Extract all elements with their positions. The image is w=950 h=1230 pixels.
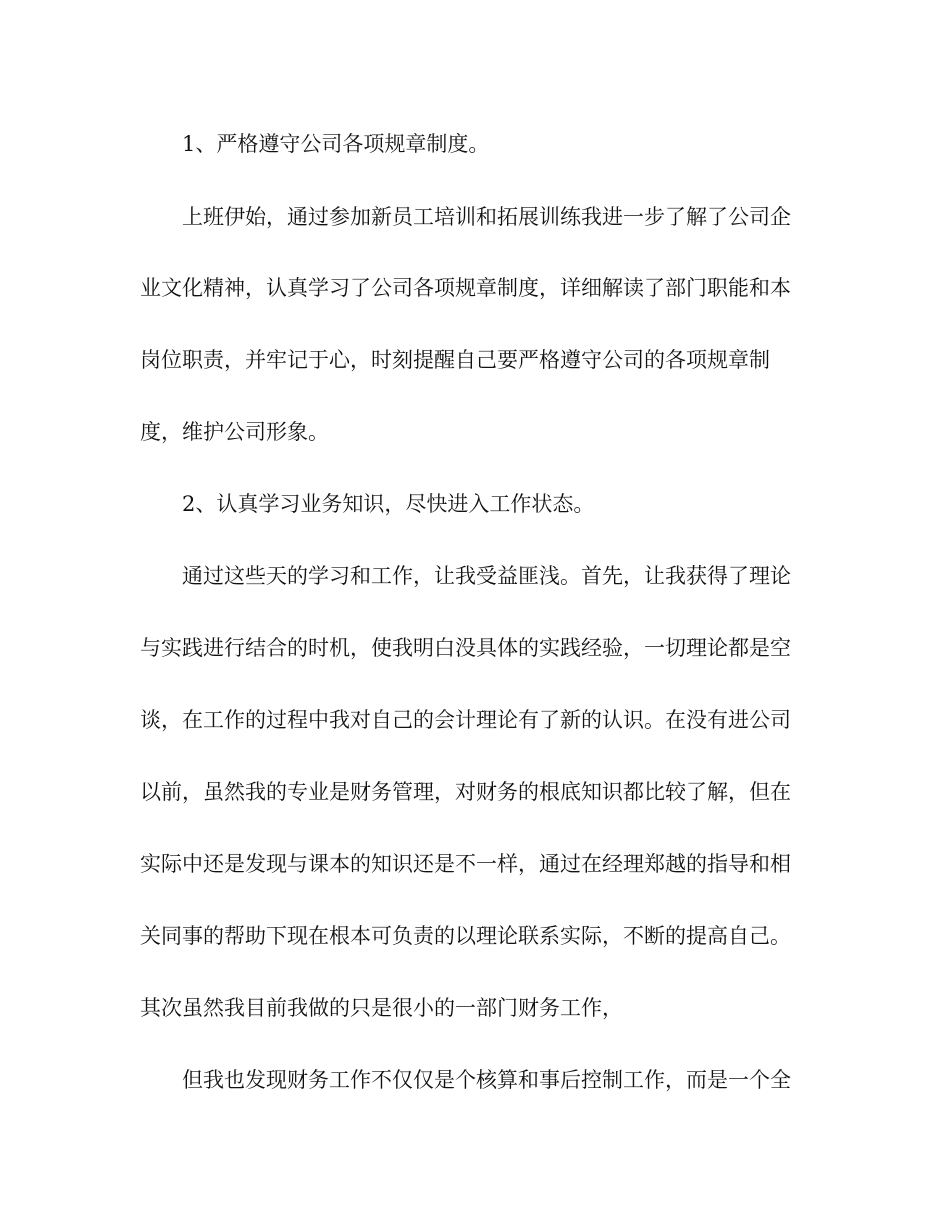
paragraph-line: 岗位职责，并牢记于心，时刻提醒自己要严格遵守公司的各项规章制 xyxy=(140,348,770,372)
heading-1: 1、严格遵守公司各项规章制度。 xyxy=(182,132,490,156)
paragraph-line: 关同事的帮助下现在根本可负责的以理论联系实际，不断的提高自己。 xyxy=(140,924,791,948)
paragraph-line: 但我也发现财务工作不仅仅是个核算和事后控制工作，而是一个全 xyxy=(182,1068,791,1092)
heading-2: 2、认真学习业务知识，尽快进入工作状态。 xyxy=(182,492,595,516)
paragraph-line: 其次虽然我目前我做的只是很小的一部门财务工作， xyxy=(140,996,623,1020)
paragraph-line: 上班伊始，通过参加新员工培训和拓展训练我进一步了解了公司企 xyxy=(182,205,791,229)
paragraph-line: 实际中还是发现与课本的知识还是不一样，通过在经理郑越的指导和相 xyxy=(140,852,791,876)
paragraph-line: 以前，虽然我的专业是财务管理，对财务的根底知识都比较了解，但在 xyxy=(140,780,791,804)
paragraph-line: 度，维护公司形象。 xyxy=(140,420,329,444)
paragraph-line: 通过这些天的学习和工作，让我受益匪浅。首先，让我获得了理论 xyxy=(182,564,791,588)
paragraph-line: 业文化精神，认真学习了公司各项规章制度，详细解读了部门职能和本 xyxy=(140,276,791,300)
paragraph-line: 谈，在工作的过程中我对自己的会计理论有了新的认识。在没有进公司 xyxy=(140,708,791,732)
paragraph-line: 与实践进行结合的时机，使我明白没具体的实践经验，一切理论都是空 xyxy=(140,636,791,660)
